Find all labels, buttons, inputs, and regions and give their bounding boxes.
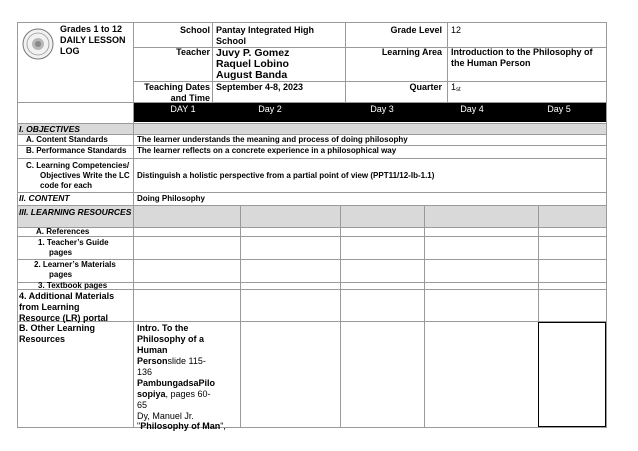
dates-value: September 4-8, 2023 xyxy=(216,82,304,92)
other-resources-value-line9: Dy, Manuel Jr. xyxy=(137,411,194,421)
other-resources-value-line5: 136 xyxy=(137,367,153,377)
additional-materials-line2: from Learning xyxy=(19,302,80,312)
performance-standards-value: The learner reflects on a concrete experience in a philosophical way xyxy=(137,146,397,155)
learning-area-value-line2: the Human Person xyxy=(451,58,531,68)
additional-materials-line1: 4. Additional Materials xyxy=(19,291,115,301)
dll-title-line2: DAILY LESSON xyxy=(60,35,126,45)
learning-area-label: Learning Area xyxy=(381,47,442,57)
teacher-value-line3: August Banda xyxy=(216,69,288,81)
school-label: School xyxy=(179,25,210,35)
day5-cell-box xyxy=(538,322,606,427)
quarter-value: 1st xyxy=(451,82,461,93)
other-resources-label-line1: B. Other Learning xyxy=(19,323,96,333)
content-heading: II. CONTENT xyxy=(19,193,70,203)
objectives-band xyxy=(17,124,606,134)
other-resources-label-line2: Resources xyxy=(19,334,66,344)
learners-materials-label-line1: 2. Learner’s Materials xyxy=(34,260,116,269)
textbook-pages-label: 3. Textbook pages xyxy=(38,281,108,290)
objectives-heading: I. OBJECTIVES xyxy=(19,124,80,134)
content-standards-label: A. Content Standards xyxy=(26,135,108,144)
dates-label-line1: Teaching Dates xyxy=(144,82,210,92)
quarter-label: Quarter xyxy=(409,82,442,92)
content-standards-value: The learner understands the meaning and process of doing philosophy xyxy=(137,135,408,144)
content-value: Doing Philosophy xyxy=(137,194,205,203)
grade-level-label: Grade Level xyxy=(390,25,442,35)
day-2-label: Day 2 xyxy=(258,104,282,114)
teachers-guide-label-line2: pages xyxy=(49,248,73,257)
day-4-label: Day 4 xyxy=(460,104,484,114)
competencies-label-line3: code for each xyxy=(40,181,93,190)
grade-level-value: 12 xyxy=(451,25,462,35)
teacher-value-line2: Raquel Lobino xyxy=(216,58,289,70)
other-resources-value-line6: PambungadsaPilo xyxy=(137,378,216,388)
other-resources-value-line4: Personslide 115- xyxy=(137,356,206,366)
dll-title-line3: LOG xyxy=(60,46,80,56)
other-resources-value-line1: Intro. To the xyxy=(137,323,189,333)
references-label: A. References xyxy=(36,227,90,236)
competencies-label-line1: C. Learning Competencies/ xyxy=(26,161,130,170)
other-resources-value-line10: "Philosophy of Man", xyxy=(137,421,226,431)
learners-materials-label-line2: pages xyxy=(49,270,73,279)
other-resources-value-line8: 65 xyxy=(137,400,148,410)
competencies-label-line2: Objectives Write the LC xyxy=(40,171,130,180)
other-resources-value-line2: Philosophy of a xyxy=(137,334,205,344)
additional-materials-line3: Resource (LR) portal xyxy=(19,313,109,323)
school-value-line2: School xyxy=(216,36,247,46)
day-1-label: DAY 1 xyxy=(170,104,196,114)
performance-standards-label: B. Performance Standards xyxy=(26,146,127,155)
teachers-guide-label-line1: 1. Teacher’s Guide xyxy=(38,238,109,247)
learning-resources-heading: III. LEARNING RESOURCES xyxy=(19,207,132,217)
other-resources-value-line3: Human xyxy=(137,345,168,355)
dll-title-line1: Grades 1 to 12 xyxy=(60,24,123,34)
competencies-value: Distinguish a holistic perspective from a partial point of view (PPT11/12-Ib-1.1) xyxy=(137,171,435,180)
other-resources-value-line7: sopiya, pages 60- xyxy=(137,389,211,399)
day-5-label: Day 5 xyxy=(547,104,571,114)
day-3-label: Day 3 xyxy=(370,104,394,114)
dates-label-line2: and Time xyxy=(170,93,210,103)
school-value-line1: Pantay Integrated High xyxy=(216,25,315,35)
learning-area-value-line1: Introduction to the Philosophy of xyxy=(451,47,593,57)
deped-seal-logo xyxy=(22,28,54,60)
teacher-value-line1: Juvy P. Gomez xyxy=(216,47,290,59)
teacher-label: Teacher xyxy=(176,47,210,57)
